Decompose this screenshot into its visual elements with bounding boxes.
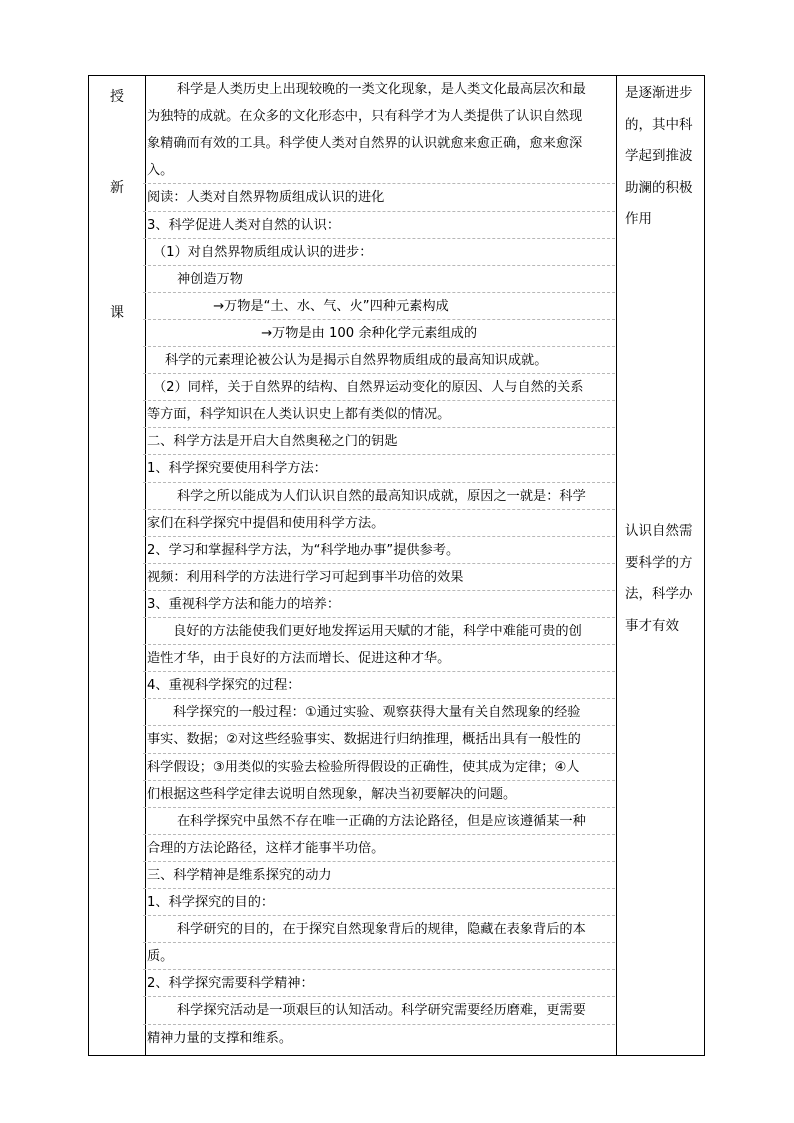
left-label-1: 授 bbox=[110, 89, 124, 105]
line-separator bbox=[143, 427, 615, 428]
main-text-line: 科学之所以能成为人们认识自然的最高知识成就，原因之一就是：科学 bbox=[177, 488, 586, 504]
main-text-line: 精神力量的支撑和维系。 bbox=[147, 1030, 293, 1046]
line-separator bbox=[143, 698, 615, 699]
column-divider-right bbox=[616, 76, 617, 1055]
main-text-line: 良好的方法能使我们更好地发挥运用天赋的才能，科学中难能可贵的创 bbox=[173, 624, 582, 639]
line-separator bbox=[143, 346, 615, 347]
main-text-line: 神创造万物 bbox=[177, 271, 243, 287]
side-note-line: 认识自然需 bbox=[625, 523, 693, 539]
main-text-line: 在科学探究中虽然不存在唯一正确的方法论路径，但是应该遵循某一种 bbox=[177, 813, 586, 829]
main-text-line: 等方面，科学知识在人类认识史上都有类似的情况。 bbox=[147, 407, 451, 423]
left-label-3: 课 bbox=[110, 305, 124, 321]
left-label-2: 新 bbox=[110, 180, 124, 196]
line-separator bbox=[143, 671, 615, 672]
line-separator bbox=[143, 536, 615, 537]
main-text-line: 科学是人类历史上出现较晚的一类文化现象，是人类文化最高层次和最 bbox=[177, 82, 586, 97]
line-separator bbox=[143, 238, 615, 239]
side-note-line: 的，其中科 bbox=[625, 116, 693, 133]
line-separator bbox=[143, 996, 615, 997]
line-separator bbox=[143, 373, 615, 374]
main-text-line: 造性才华，由于良好的方法而增长、促进这种才华。 bbox=[147, 651, 451, 667]
line-separator bbox=[143, 183, 615, 184]
line-separator bbox=[143, 861, 615, 862]
main-text-line: 科学研究的目的，在于探究自然现象背后的规律，隐藏在表象背后的本 bbox=[177, 922, 586, 938]
line-separator bbox=[143, 1024, 615, 1025]
side-note-line: 法，科学办 bbox=[625, 586, 693, 602]
main-text-line: →万物是由 100 余种化学元素组成的 bbox=[261, 325, 478, 341]
column-divider-left bbox=[145, 76, 146, 1055]
side-note-line: 事才有效 bbox=[625, 617, 679, 634]
main-text-line: 1、科学探究的目的： bbox=[147, 895, 275, 910]
main-text-line: 科学的元素理论被公认为是揭示自然界物质组成的最高知识成就。 bbox=[165, 353, 548, 368]
line-separator bbox=[143, 725, 615, 726]
main-text-line: 4、重视科学探究的过程： bbox=[147, 678, 301, 694]
main-text-line: 象精确而有效的工具。科学使人类对自然界的认识就愈来愈正确，愈来愈深 bbox=[147, 136, 583, 152]
line-separator bbox=[143, 292, 615, 293]
main-text-line: 2、科学探究需要科学精神： bbox=[147, 976, 314, 992]
main-text-line: 视频：利用科学的方法进行学习可起到事半功倍的效果 bbox=[147, 569, 464, 585]
lesson-table bbox=[88, 75, 705, 1056]
line-separator bbox=[143, 590, 615, 591]
line-separator bbox=[143, 211, 615, 212]
main-text-line: 科学探究活动是一项艰巨的认知活动。科学研究需要经历磨难，更需要 bbox=[177, 1003, 586, 1019]
line-separator bbox=[143, 888, 615, 889]
main-text-line: 质。 bbox=[147, 949, 174, 965]
line-separator bbox=[143, 807, 615, 808]
main-text-line: 3、重视科学方法和能力的培养： bbox=[147, 596, 341, 612]
line-separator bbox=[143, 644, 615, 645]
line-separator bbox=[143, 509, 615, 510]
side-note-line: 学起到推波 bbox=[625, 148, 693, 164]
side-note-line: 是逐渐进步 bbox=[625, 85, 693, 101]
line-separator bbox=[143, 265, 615, 266]
side-note-line: 要科学的方 bbox=[625, 554, 693, 571]
line-separator bbox=[143, 969, 615, 970]
line-separator bbox=[143, 319, 615, 320]
line-separator bbox=[143, 617, 615, 618]
main-text-line: 阅读：人类对自然界物质组成认识的进化 bbox=[147, 190, 385, 206]
main-text-line: 1、科学探究要使用科学方法： bbox=[147, 461, 327, 477]
side-note-line: 助澜的积极 bbox=[625, 179, 693, 196]
main-text-line: （2）同样，关于自然界的结构、自然界运动变化的原因、人与自然的关系 bbox=[153, 380, 584, 396]
line-separator bbox=[143, 834, 615, 835]
main-text-line: →万物是“土、水、气、火”四种元素构成 bbox=[213, 298, 449, 314]
side-note-line: 作用 bbox=[625, 211, 652, 227]
main-text-line: 三、科学精神是维系探究的动力 bbox=[147, 867, 332, 883]
main-text-line: 3、科学促进人类对自然的认识： bbox=[147, 217, 341, 233]
main-text-line: 事实、数据；②对这些经验事实、数据进行归纳推理，概括出具有一般性的 bbox=[147, 732, 581, 748]
line-separator bbox=[143, 753, 615, 754]
line-separator bbox=[143, 454, 615, 455]
main-text-line: 合理的方法论路径，这样才能事半功倍。 bbox=[147, 840, 385, 856]
line-separator bbox=[143, 780, 615, 781]
line-separator bbox=[143, 915, 615, 916]
line-separator bbox=[143, 942, 615, 943]
main-text-line: 入。 bbox=[147, 163, 174, 179]
main-text-line: （1）对自然界物质组成认识的进步： bbox=[153, 244, 373, 260]
main-text-line: 家们在科学探究中提倡和使用科学方法。 bbox=[147, 515, 385, 531]
main-text-line: 们根据这些科学定律去说明自然现象，解决当初要解决的问题。 bbox=[147, 786, 517, 802]
main-text-line: 科学探究的一般过程：①通过实验、观察获得大量有关自然现象的经验 bbox=[173, 705, 581, 721]
line-separator bbox=[143, 563, 615, 564]
line-separator bbox=[143, 400, 615, 401]
main-text-line: 为独特的成就。在众多的文化形态中，只有科学才为人类提供了认识自然现 bbox=[147, 109, 583, 125]
main-text-line: 二、科学方法是开启大自然奥秘之门的钥匙 bbox=[147, 434, 398, 450]
line-separator bbox=[143, 482, 615, 483]
main-text-line: 2、学习和掌握科学方法，为“科学地办事”提供参考。 bbox=[147, 542, 460, 558]
main-text-line: 科学假设；③用类似的实验去检验所得假设的正确性，使其成为定律；④人 bbox=[147, 759, 580, 775]
